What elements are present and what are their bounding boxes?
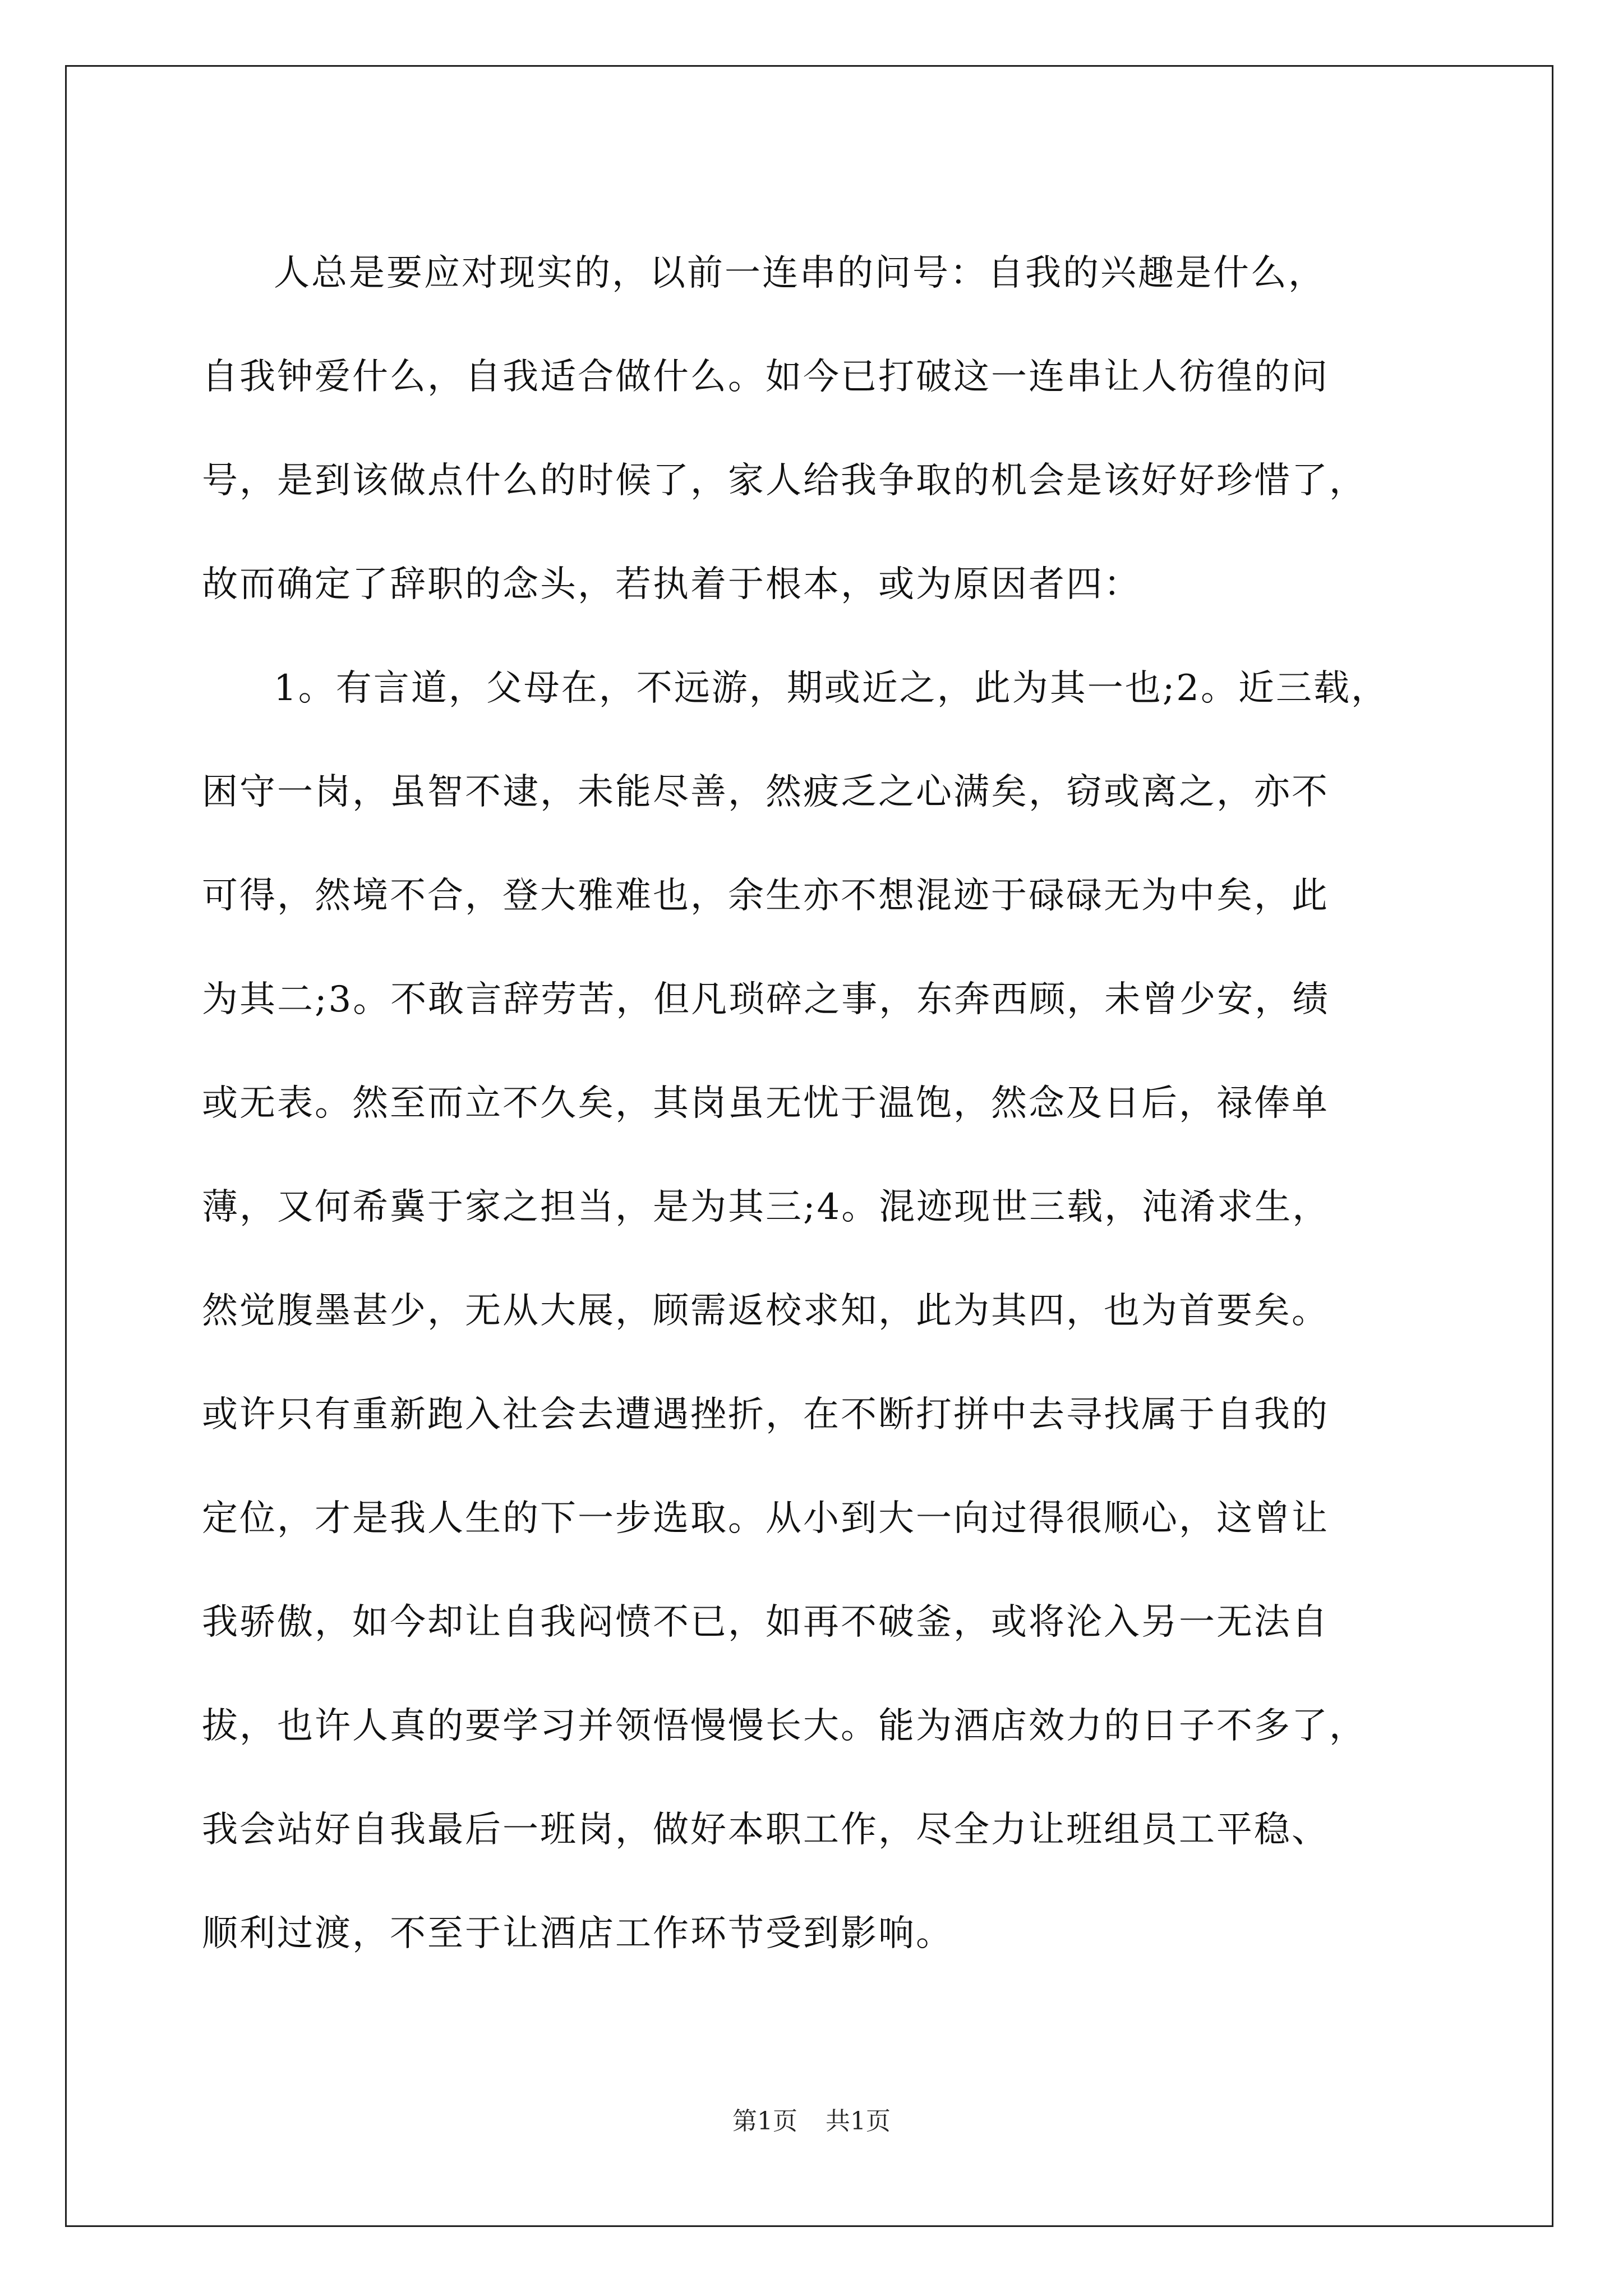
text-line: 号，是到该做点什么的时候了，家人给我争取的机会是该好好珍惜了， xyxy=(202,460,1367,501)
paragraph-2 xyxy=(202,637,1430,1986)
text-line: 可得，然境不合，登大雅难也，余生亦不想混迹于碌碌无为中矣，此 xyxy=(202,875,1329,917)
text-line: 拔，也许人真的要学习并领悟慢慢长大。能为酒店效力的日子不多了， xyxy=(202,1705,1367,1747)
text-line: 为其二;3。不敢言辞劳苦，但凡琐碎之事，东奔西顾，未曾少安，绩 xyxy=(202,979,1330,1020)
text-line: 顺利过渡，不至于让酒店工作环节受到影响。 xyxy=(202,1913,953,1954)
text-line: 定位，才是我人生的下一步选取。从小到大一向过得很顺心，这曾让 xyxy=(202,1498,1329,1539)
text-line: 或许只有重新跑入社会去遭遇挫折，在不断打拼中去寻找属于自我的 xyxy=(202,1394,1329,1435)
text-line: 人总是要应对现实的，以前一连串的问号：自我的兴趣是什么， xyxy=(274,252,1326,294)
text-line: 故而确定了辞职的念头，若执着于根本，或为原因者四： xyxy=(202,564,1141,605)
text-line: 困守一岗，虽智不逮，未能尽善，然疲乏之心满矣，窃或离之，亦不 xyxy=(202,771,1329,813)
text-line: 自我钟爱什么，自我适合做什么。如今已打破这一连串让人彷徨的问 xyxy=(202,356,1329,398)
document-body xyxy=(202,222,1430,1986)
page-number: 第1页 xyxy=(732,2107,797,2136)
page-total: 共1页 xyxy=(826,2107,891,2136)
text-line: 然觉腹墨甚少，无从大展，顾需返校求知，此为其四，也为首要矣。 xyxy=(202,1290,1329,1332)
text-line: 或无表。然至而立不久矣，其岗虽无忧于温饱，然念及日后，禄俸单 xyxy=(202,1083,1329,1124)
page-footer xyxy=(0,2105,1623,2138)
paragraph-1 xyxy=(202,222,1430,637)
text-line: 我会站好自我最后一班岗，做好本职工作，尽全力让班组员工平稳、 xyxy=(202,1809,1329,1851)
text-line: 薄，又何希冀于家之担当，是为其三;4。混迹现世三载，沌淆求生， xyxy=(202,1186,1330,1228)
text-line: 我骄傲，如今却让自我闷愤不已，如再不破釜，或将沦入另一无法自 xyxy=(202,1602,1329,1643)
text-line: 1。有言道，父母在，不远游，期或近之，此为其一也;2。近三载， xyxy=(274,668,1389,709)
